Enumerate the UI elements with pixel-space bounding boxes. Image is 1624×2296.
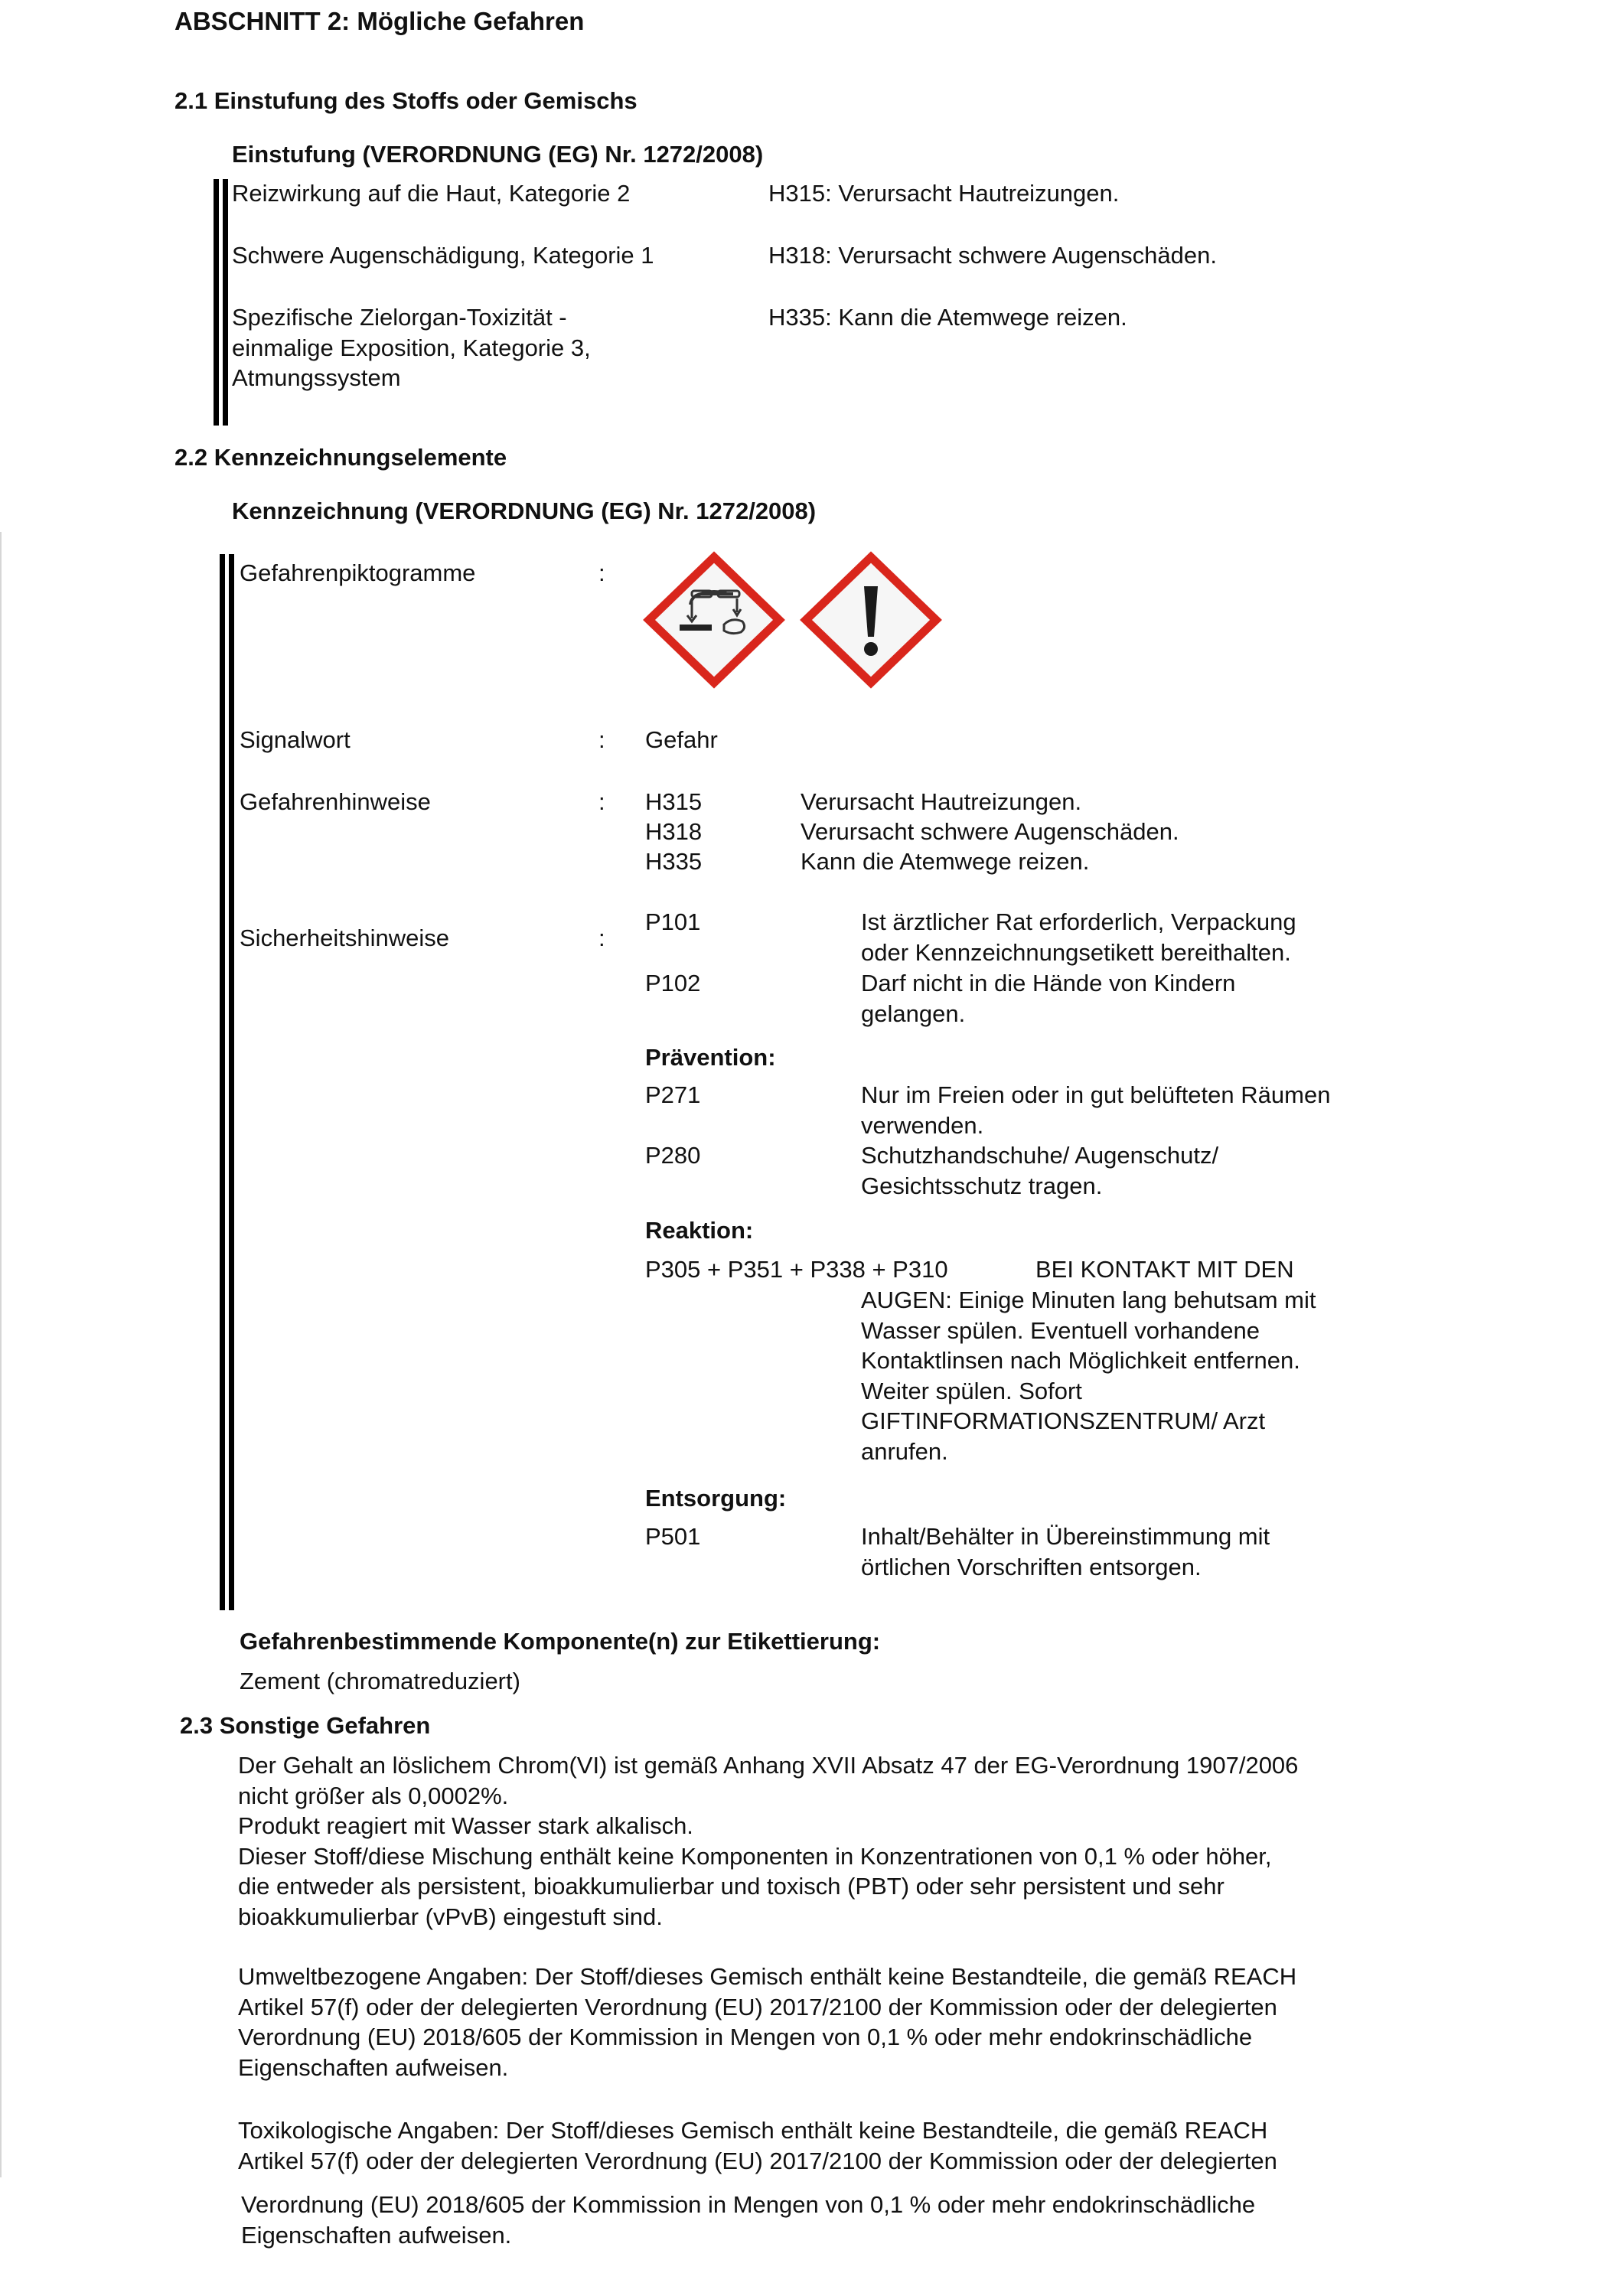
p-code: P271 xyxy=(645,1081,701,1108)
colon: : xyxy=(598,925,605,951)
paragraph-environmental xyxy=(238,1962,1296,2082)
change-bar-left xyxy=(220,554,225,1610)
paragraph-line: Dieser Stoff/diese Mischung enthält keine Komponenten in Konzentrationen von 0,1 % oder höher, xyxy=(238,1842,1272,1870)
p-text-line: Ist ärztlicher Rat erforderlich, Verpackung xyxy=(861,908,1296,935)
p-text-line: Darf nicht in die Hände von Kindern xyxy=(861,970,1236,996)
paragraph-chromium xyxy=(238,1750,1298,1932)
paragraph-line: nicht größer als 0,0002%. xyxy=(238,1782,509,1809)
classification-row-3-line: einmalige Exposition, Kategorie 3, xyxy=(232,334,591,361)
p-text xyxy=(861,907,1296,967)
exclamation-dot xyxy=(864,642,878,656)
subheading-einstufung: Einstufung (VERORDNUNG (EG) Nr. 1272/2008) xyxy=(232,141,764,168)
paragraph-toxicological xyxy=(238,2115,1277,2176)
heading-2-3: 2.3 Sonstige Gefahren xyxy=(180,1712,431,1739)
classification-hazard-3: H335: Kann die Atemwege reizen. xyxy=(768,304,1127,331)
paragraph-line: Verordnung (EU) 2018/605 der Kommission in Mengen von 0,1 % oder mehr endokrinschädliche xyxy=(241,2191,1256,2218)
paragraph-line: bioakkumulierbar (vPvB) eingestuft sind. xyxy=(238,1903,663,1930)
signal-label: Signalwort xyxy=(240,726,351,753)
disposal-label: Entsorgung: xyxy=(645,1485,787,1512)
p-text-line: Kontaktlinsen nach Möglichkeit entfernen. xyxy=(861,1347,1300,1375)
colon: : xyxy=(598,726,605,753)
change-bar-right xyxy=(229,554,234,1610)
p-text-line: gelangen. xyxy=(861,1000,966,1027)
paragraph-line: Umweltbezogene Angaben: Der Stoff/dieses Gemisch enthält keine Bestandteile, die gemäß REACH xyxy=(238,1963,1297,1990)
surface-shape xyxy=(680,625,712,631)
p-text-line: anrufen. xyxy=(861,1437,948,1465)
hazard-code: H335 xyxy=(645,848,703,875)
hazard-text: Verursacht schwere Augenschäden. xyxy=(801,818,1179,845)
heading-2-2: 2.2 Kennzeichnungselemente xyxy=(174,444,507,471)
paragraph-line: Eigenschaften aufweisen. xyxy=(238,2053,509,2081)
p-code: P501 xyxy=(645,1523,701,1550)
p-text xyxy=(861,1080,1330,1140)
p-text-line: örtlichen Vorschriften entsorgen. xyxy=(861,1553,1202,1580)
paragraph-line: Verordnung (EU) 2018/605 der Kommission in Mengen von 0,1 % oder mehr endokrinschädliche xyxy=(238,2024,1253,2051)
paragraph-line: Toxikologische Angaben: Der Stoff/dieses Gemisch enthält keine Bestandteile, die gemäß REACH xyxy=(238,2117,1268,2144)
p-text-line: GIFTINFORMATIONSZENTRUM/ Arzt xyxy=(861,1407,1266,1435)
hazard-text: Kann die Atemwege reizen. xyxy=(801,848,1090,875)
p-text xyxy=(861,968,1235,1029)
components-value: Zement (chromatreduziert) xyxy=(240,1668,520,1694)
classification-row-1: Reizwirkung auf die Haut, Kategorie 2 xyxy=(232,180,631,207)
paragraph-line: die entweder als persistent, bioakkumulierbar und toxisch (PBT) oder sehr persistent und sehr xyxy=(238,1873,1225,1900)
p-text xyxy=(861,1521,1270,1582)
hazard-label: Gefahrenhinweise xyxy=(240,788,431,815)
signal-value: Gefahr xyxy=(645,726,718,753)
precaution-label: Sicherheitshinweise xyxy=(240,925,449,951)
p-text-line: verwenden. xyxy=(861,1111,984,1139)
paragraph-line: Artikel 57(f) oder der delegierten Verordnung (EU) 2017/2100 der Kommission oder der delegierten xyxy=(238,2147,1277,2174)
p-text-line: Nur im Freien oder in gut belüfteten Räumen xyxy=(861,1081,1331,1108)
paragraph-line: Produkt reagiert mit Wasser stark alkalisch. xyxy=(238,1812,693,1840)
hazard-text: Verursacht Hautreizungen. xyxy=(801,788,1082,815)
classification-hazard-1: H315: Verursacht Hautreizungen. xyxy=(768,180,1120,207)
paragraph-line: Der Gehalt an löslichem Chrom(VI) ist gemäß Anhang XVII Absatz 47 der EG-Verordnung 1907/2006 xyxy=(238,1752,1299,1779)
p-text-line: Schutzhandschuhe/ Augenschutz/ xyxy=(861,1142,1219,1169)
hazard-code: H315 xyxy=(645,788,703,815)
p-text-line: oder Kennzeichnungsetikett bereithalten. xyxy=(861,938,1291,966)
colon: : xyxy=(598,559,605,586)
classification-hazard-2: H318: Verursacht schwere Augenschäden. xyxy=(768,242,1217,269)
heading-2-1: 2.1 Einstufung des Stoffs oder Gemischs xyxy=(174,87,638,114)
paragraph-toxicological-continued xyxy=(241,2190,1255,2250)
prevention-label: Prävention: xyxy=(645,1044,776,1071)
classification-row-3-line: Atmungssystem xyxy=(232,364,401,392)
pictograms-label: Gefahrenpiktogramme xyxy=(240,559,476,586)
pictogram-border xyxy=(649,557,779,683)
paragraph-line: Artikel 57(f) oder der delegierten Verordnung (EU) 2017/2100 der Kommission oder der delegierten xyxy=(238,1993,1277,2020)
p-code: P101 xyxy=(645,908,701,935)
p-text-line: Weiter spülen. Sofort xyxy=(861,1377,1082,1404)
components-label: Gefahrenbestimmende Komponente(n) zur Etikettierung: xyxy=(240,1628,881,1655)
p-code: P280 xyxy=(645,1142,701,1169)
colon: : xyxy=(598,788,605,815)
section-title: ABSCHNITT 2: Mögliche Gefahren xyxy=(174,7,585,35)
classification-row-3 xyxy=(232,302,591,393)
p-text-line: Gesichtsschutz tragen. xyxy=(861,1172,1103,1199)
ghs05-corrosion-icon xyxy=(641,551,787,689)
paragraph-line: Eigenschaften aufweisen. xyxy=(241,2221,512,2249)
p-code: P102 xyxy=(645,970,701,996)
p-text-first-line: BEI KONTAKT MIT DEN xyxy=(1035,1256,1294,1283)
ghs07-exclamation-icon xyxy=(798,551,944,689)
p-text xyxy=(861,1140,1218,1201)
classification-row-2: Schwere Augenschädigung, Kategorie 1 xyxy=(232,242,654,269)
hazard-code: H318 xyxy=(645,818,703,845)
change-bar-left xyxy=(214,179,219,426)
subheading-kennzeichnung: Kennzeichnung (VERORDNUNG (EG) Nr. 1272/2008) xyxy=(232,497,817,524)
reaction-label: Reaktion: xyxy=(645,1217,754,1244)
change-bar-right xyxy=(223,179,228,426)
p-text xyxy=(861,1285,1316,1467)
p-text-line: Wasser spülen. Eventuell vorhandene xyxy=(861,1316,1260,1344)
p-code: P305 + P351 + P338 + P310 xyxy=(645,1256,948,1283)
classification-row-3-line: Spezifische Zielorgan-Toxizität - xyxy=(232,304,567,331)
page-edge-line xyxy=(0,532,2,2177)
p-text-line: AUGEN: Einige Minuten lang behutsam mit xyxy=(861,1287,1316,1313)
p-text-line: Inhalt/Behälter in Übereinstimmung mit xyxy=(861,1523,1270,1550)
